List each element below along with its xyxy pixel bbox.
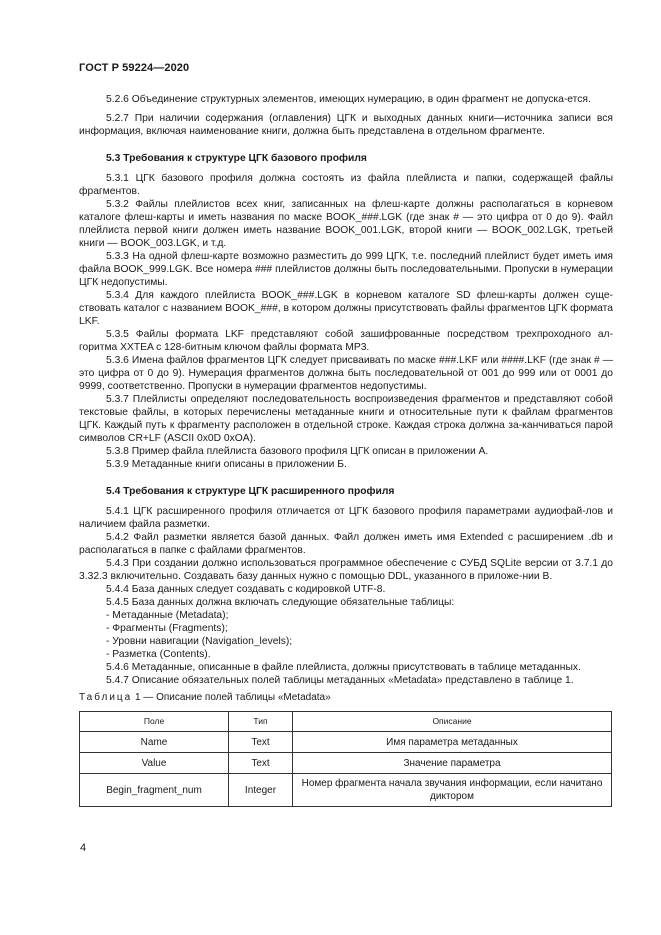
section-heading: 5.3 Требования к структуре ЦГК базового профиля <box>106 153 367 164</box>
paragraph: 5.3.1 ЦГК базового профиля должна состоять из файла плейлиста и папки, содержащей файлы фрагментов. <box>79 173 613 197</box>
paragraph: 5.3.2 Файлы плейлистов всех книг, записанных на флеш-карте должны располагаться в корневом каталоге флеш-карты и иметь названия по маске BOOK_###.LGK (где знак # — это цифра от 0 до 9). Файл плейлиста первой книги должен иметь название BOOK_001.LGK, второй книги — BOOK_002.LGK, третьей книги — BOOK_003.LGK, и т.д. <box>79 199 613 249</box>
table-header-row <box>80 712 612 732</box>
paragraph: 5.4.6 Метаданные, описанные в файле плейлиста, должны присутствовать в таблице метаданных. <box>106 662 581 673</box>
table-row <box>80 732 612 753</box>
table-row <box>80 753 612 774</box>
paragraph: 5.4.3 При создании должно использоваться программное обеспечение с СУБД SQLite версии от 3.7.1 до 3.32.3 включительно. Создавать базу данных нужно с помощью DDL, указанного в приложе-нии В. <box>79 558 613 582</box>
table-caption-label: Таблица <box>79 692 133 703</box>
table-cell: Text <box>229 753 293 774</box>
column-header-type: Тип <box>229 712 293 732</box>
paragraph: 5.4.5 База данных должна включать следующие обязательные таблицы: <box>106 597 455 608</box>
paragraph: 5.2.6 Объединение структурных элементов, имеющих нумерацию, в один фрагмент не допуска-ется. <box>106 94 591 105</box>
table-cell: Value <box>80 753 229 774</box>
table-cell: Номер фрагмента начала звучания информации, если начитано диктором <box>293 774 612 807</box>
table-row <box>80 774 612 807</box>
paragraph: 5.3.3 На одной флеш-карте возможно разместить до 999 ЦГК, т.е. последний плейлист будет иметь имя файла BOOK_999.LGK. Все номера ### плейлистов должны быть последовательными. Пропуски в нумерации ЦГК недопустимы. <box>79 251 613 288</box>
document-header: ГОСТ Р 59224—2020 <box>79 62 190 74</box>
paragraph: 5.4.2 Файл разметки является базой данных. Файл должен иметь имя Extended с расширением .db и располагаться в папке с файлами фрагментов. <box>79 532 613 556</box>
table-caption <box>79 691 613 704</box>
list-item: - Разметка (Contents). <box>106 649 211 660</box>
section-heading: 5.4 Требования к структуре ЦГК расширенного профиля <box>106 486 395 497</box>
page-number: 4 <box>80 842 87 854</box>
paragraph: 5.3.7 Плейлисты определяют последовательность воспроизведения фрагментов и представляют собой текстовые файлы, в которых перечислены метаданные книги и относительные пути к файлам фрагментов ЦГК. Каждый путь к фрагменту расположен в отдельной строке. Каждая строка должна за-канчиваться парой символов CR+LF (ASCII 0x0D 0xOA). <box>79 394 613 444</box>
column-header-field: Поле <box>80 712 229 732</box>
paragraph: 5.3.6 Имена файлов фрагментов ЦГК следует присваивать по маске ###.LKF или ####.LKF (где знак # — это цифра от 0 до 9). Нумерация фрагментов должна быть последовательной от 001 до 999 или от 0001 до 9999, соответственно. Пропуски в нумерации фрагментов недопустимы. <box>79 355 613 392</box>
table-cell: Begin_fragment_num <box>80 774 229 807</box>
paragraph: 5.3.5 Файлы формата LKF представляют собой зашифрованные посредством трехпроходного ал-горитма XXTEA с 128-битным ключом файлы формата MP3. <box>79 329 613 353</box>
paragraph: 5.3.4 Для каждого плейлиста BOOK_###.LGK в корневом каталоге SD флеш-карты должен суще-ствовать каталог с названием BOOK_###, в котором должны присутствовать файлы фрагментов ЦГК формата LKF. <box>79 290 613 327</box>
table-caption-text: 1 — Описание полей таблицы «Metadata» <box>135 692 331 703</box>
table-cell: Text <box>229 732 293 753</box>
table-cell: Name <box>80 732 229 753</box>
metadata-table <box>79 711 612 807</box>
table-cell: Integer <box>229 774 293 807</box>
list-item: - Фрагменты (Fragments); <box>106 623 228 634</box>
page-content <box>79 93 613 807</box>
table-cell: Имя параметра метаданных <box>293 732 612 753</box>
paragraph: 5.4.4 База данных следует создавать с кодировкой UTF-8. <box>106 584 386 595</box>
paragraph: 5.3.9 Метаданные книги описаны в приложении Б. <box>106 459 347 470</box>
paragraph: 5.2.7 При наличии содержания (оглавления) ЦГК и выходных данных книги—источника записи вся информация, включая наименование книги, должна быть представлена в отдельном фрагменте. <box>79 113 613 137</box>
list-item: - Метаданные (Metadata); <box>106 610 229 621</box>
paragraph: 5.4.7 Описание обязательных полей таблицы метаданных «Metadata» представлено в таблице 1. <box>106 675 574 686</box>
paragraph: 5.3.8 Пример файла плейлиста базового профиля ЦГК описан в приложении А. <box>106 446 489 457</box>
list-item: - Уровни навигации (Navigation_levels); <box>106 636 293 647</box>
table-cell: Значение параметра <box>293 753 612 774</box>
paragraph: 5.4.1 ЦГК расширенного профиля отличается от ЦГК базового профиля параметрами аудиофай-лов и наличием файла разметки. <box>79 506 613 530</box>
column-header-description: Описание <box>293 712 612 732</box>
